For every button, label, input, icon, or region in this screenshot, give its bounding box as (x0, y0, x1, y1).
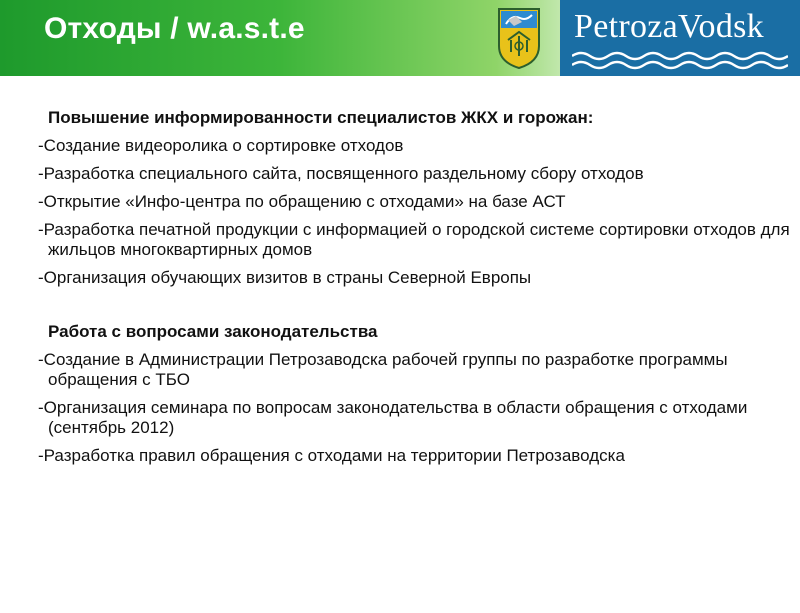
section-heading: Работа с вопросами законодательства (48, 322, 378, 341)
list-item: -Организация обучающих визитов в страны Северной Европы (38, 268, 532, 287)
slide-title: Отходы / w.a.s.t.e (44, 12, 305, 45)
list-item: -Разработка специального сайта, посвященного раздельному сбору отходов (38, 164, 644, 183)
section-heading: Повышение информированности специалистов ЖКХ и горожан: (48, 108, 594, 127)
waves-icon (572, 50, 788, 70)
slide-body (0, 108, 790, 474)
section-spacer (0, 296, 790, 322)
list-item: -Создание в Администрации Петрозаводска рабочей группы по разработке программы обращения с ТБО (38, 350, 728, 389)
brand-logo (560, 0, 800, 76)
list-item: -Открытие «Инфо-центра по обращению с отходами» на базе АСТ (38, 192, 566, 211)
slide-header (0, 0, 800, 76)
section-awareness (0, 108, 790, 288)
list-item: -Разработка печатной продукции с информацией о городской системе сортировки отходов для жильцов многоквартирных домов (38, 220, 790, 259)
list-item: -Создание видеоролика о сортировке отходов (38, 136, 404, 155)
list-item: -Разработка правил обращения с отходами на территории Петрозаводска (38, 446, 625, 465)
section-legislation (0, 322, 790, 466)
brand-logo-text: PetrozaVodsk (574, 8, 764, 45)
list-item: -Организация семинара по вопросам законодательства в области обращения с отходами (сентябрь 2012) (38, 398, 748, 437)
city-crest-icon (496, 6, 542, 70)
